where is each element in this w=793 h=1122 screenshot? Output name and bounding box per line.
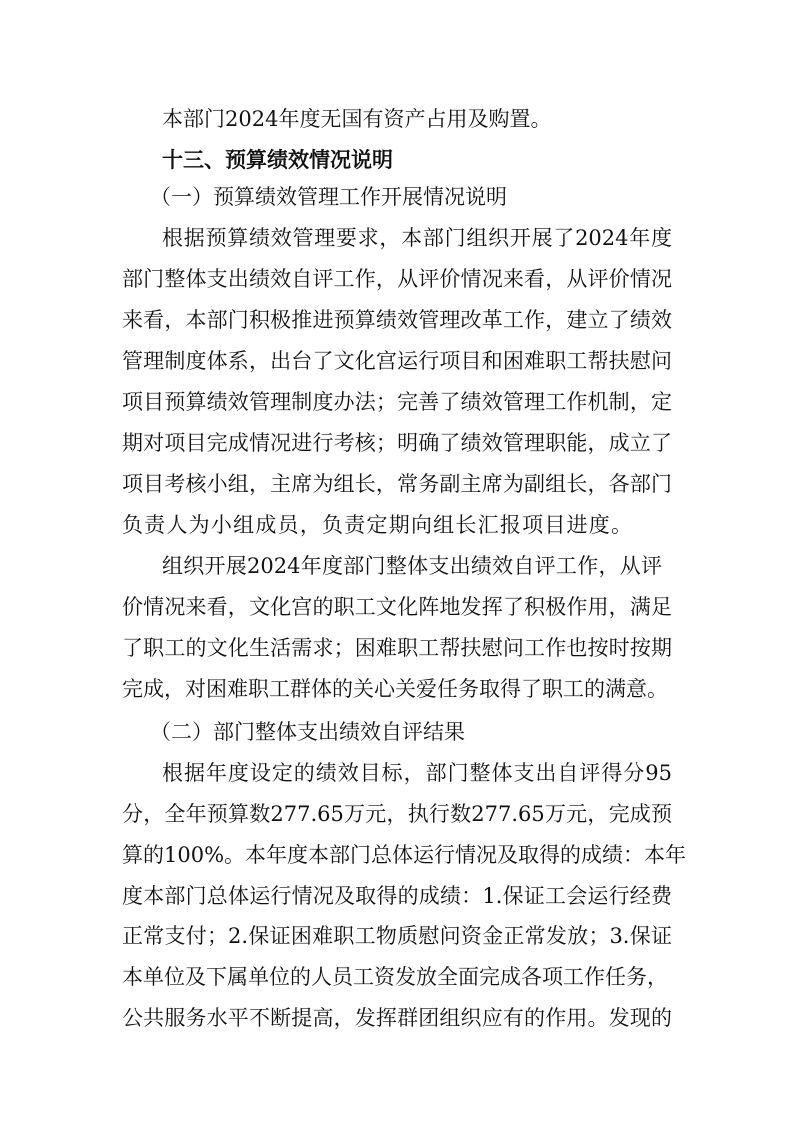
paragraph-line: 度本部门总体运行情况及取得的成绩：1.保证工会运行经费 bbox=[122, 884, 672, 908]
paragraph-line: 项目考核小组，主席为组长，常务副主席为副组长，各部门 bbox=[122, 472, 672, 496]
paragraph-line: 根据年度设定的绩效目标，部门整体支出自评得分95 bbox=[162, 761, 672, 785]
paragraph-line: 分，全年预算数277.65万元，执行数277.65万元，完成预 bbox=[122, 802, 672, 826]
paragraph-line: 项目预算绩效管理制度办法；完善了绩效管理工作机制，定 bbox=[122, 390, 672, 414]
paragraph-line: 算的100%。本年度本部门总体运行情况及取得的成绩：本年 bbox=[122, 843, 687, 867]
paragraph-line: 来看，本部门积极推进预算绩效管理改革工作，建立了绩效 bbox=[122, 308, 672, 332]
paragraph-line: 价情况来看，文化宫的职工文化阵地发挥了积极作用，满足 bbox=[122, 595, 672, 619]
paragraph-line: 了职工的文化生活需求；困难职工帮扶慰问工作也按时按期 bbox=[122, 636, 672, 660]
paragraph-line: 本单位及下属单位的人员工资发放全面完成各项工作任务， bbox=[122, 965, 668, 989]
paragraph-line: 正常支付；2.保证困难职工物质慰问资金正常发放；3.保证 bbox=[122, 924, 672, 948]
paragraph-line: 期对项目完成情况进行考核；明确了绩效管理职能，成立了 bbox=[122, 431, 672, 455]
section-title: 十三、预算绩效情况说明 bbox=[162, 148, 393, 172]
subsection-title-1: （一）预算绩效管理工作开展情况说明 bbox=[150, 185, 507, 209]
paragraph-line: 根据预算绩效管理要求，本部门组织开展了2024年度 bbox=[162, 226, 672, 250]
paragraph-line: 完成，对困难职工群体的关心关爱任务取得了职工的满意。 bbox=[122, 677, 668, 701]
paragraph-line: 公共服务水平不断提高，发挥群团组织应有的作用。发现的 bbox=[122, 1006, 672, 1030]
paragraph-line: 管理制度体系，出台了文化宫运行项目和困难职工帮扶慰问 bbox=[122, 349, 672, 373]
subsection-title-2: （二）部门整体支出绩效自评结果 bbox=[150, 720, 465, 744]
intro-line: 本部门2024年度无国有资产占用及购置。 bbox=[162, 107, 552, 131]
paragraph-line: 负责人为小组成员，负责定期向组长汇报项目进度。 bbox=[122, 513, 632, 537]
paragraph-line: 组织开展2024年度部门整体支出绩效自评工作，从评 bbox=[162, 554, 662, 578]
paragraph-line: 部门整体支出绩效自评工作，从评价情况来看，从评价情况 bbox=[122, 267, 672, 291]
